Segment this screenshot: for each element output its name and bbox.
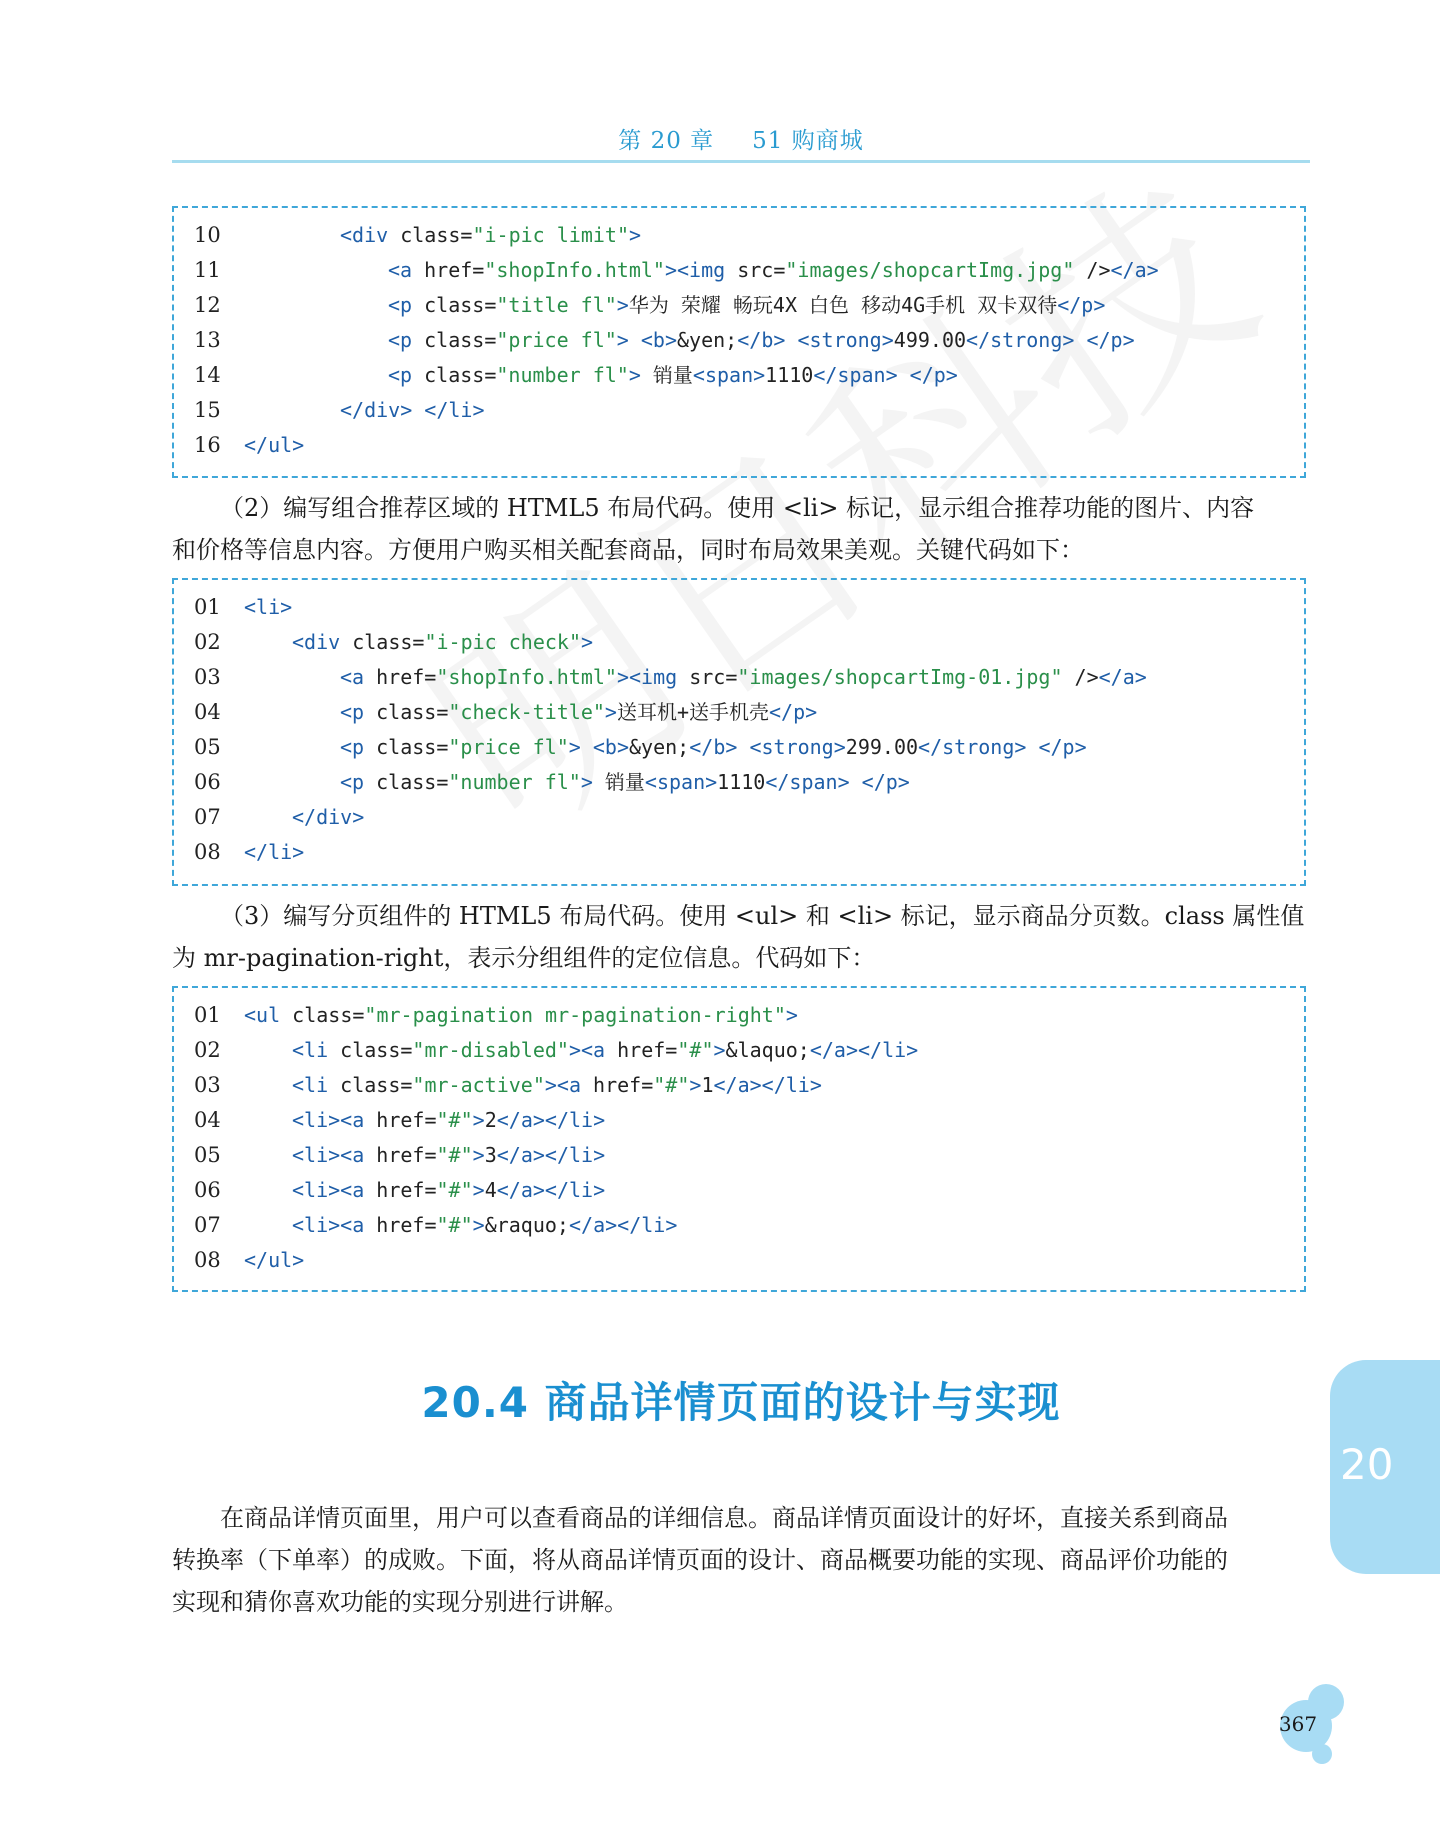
code-line [174,1069,1304,1101]
line-number: 04 [194,1108,221,1132]
code-text: <li><a href="#">2</a></li> [292,1108,606,1132]
code-text: <p class="number fl"> 销量<span>1110</span> </p> [340,770,910,794]
code-line [174,591,1304,623]
code-line [174,696,1304,728]
paragraph-line: （3）编写分页组件的 HTML5 布局代码。使用 <ul> 和 <li> 标记，显示商品分页数。class 属性值 [220,902,1305,930]
chapter-tab-number: 20 [1340,1440,1394,1489]
code-line [174,626,1304,658]
line-number: 01 [194,595,221,619]
code-text: <p class="price fl"> <b>&yen;</b> <strong>299.00</strong> </p> [340,735,1087,759]
code-text: <li> [244,595,293,619]
chapter-title: 51 购商城 [752,128,864,154]
line-number: 10 [194,223,221,247]
paragraph-line: 和价格等信息内容。方便用户购买相关配套商品，同时布局效果美观。关键代码如下： [172,536,1084,564]
page-number: 367 [1278,1712,1318,1736]
code-line [174,394,1304,426]
chapter-label: 第 20 章 [618,128,715,154]
line-number: 08 [194,1248,221,1272]
line-number: 03 [194,665,221,689]
code-block-1 [172,206,1306,478]
line-number: 06 [194,1178,221,1202]
code-block-2 [172,578,1306,886]
code-text: <div class="i-pic limit"> [340,223,642,247]
code-line [174,254,1304,286]
line-number: 05 [194,735,221,759]
line-number: 08 [194,840,221,864]
code-text: <li class="mr-disabled"><a href="#">&laquo;</a></li> [292,1038,919,1062]
code-line [174,1139,1304,1171]
paragraph-line: 在商品详情页面里，用户可以查看商品的详细信息。商品详情页面设计的好坏，直接关系到商品 [220,1504,1228,1532]
line-number: 01 [194,1003,221,1027]
code-text: <li><a href="#">4</a></li> [292,1178,606,1202]
code-text: <ul class="mr-pagination mr-pagination-right"> [244,1003,798,1027]
code-text: <li><a href="#">&raquo;</a></li> [292,1213,678,1237]
code-line [174,731,1304,763]
code-line [174,219,1304,251]
line-number: 03 [194,1073,221,1097]
code-line [174,766,1304,798]
code-text: </li> [244,840,305,864]
paragraph-3 [172,895,1310,979]
code-text: </ul> [244,433,305,457]
line-number: 07 [194,1213,221,1237]
code-text: <p class="check-title">送耳机+送手机壳</p> [340,700,818,724]
code-line [174,1174,1304,1206]
code-text: <p class="price fl"> <b>&yen;</b> <strong>499.00</strong> </p> [388,328,1135,352]
line-number: 16 [194,433,221,457]
decorative-bubble [1312,1744,1332,1764]
paragraph-line: 转换率（下单率）的成败。下面，将从商品详情页面的设计、商品概要功能的实现、商品评价功能的 [172,1546,1228,1574]
line-number: 12 [194,293,221,317]
code-line [174,359,1304,391]
section-title: 20.4 商品详情页面的设计与实现 [421,1378,1061,1427]
line-number: 14 [194,363,221,387]
line-number: 05 [194,1143,221,1167]
paragraph-line: （2）编写组合推荐区域的 HTML5 布局代码。使用 <li> 标记，显示组合推荐功能的图片、内容 [220,494,1255,522]
code-line [174,999,1304,1031]
code-text: <p class="number fl"> 销量<span>1110</span> </p> [388,363,958,387]
paragraph-line: 实现和猜你喜欢功能的实现分别进行讲解。 [172,1588,628,1616]
paragraph-2 [172,487,1310,571]
code-text: <a href="shopInfo.html"><img src="images/shopcartImg.jpg" /></a> [388,258,1159,282]
code-line [174,429,1304,461]
code-line [174,289,1304,321]
code-line [174,1104,1304,1136]
code-line [174,1244,1304,1276]
line-number: 04 [194,700,221,724]
code-line [174,661,1304,693]
code-line [174,1209,1304,1241]
code-text: <li class="mr-active"><a href="#">1</a></li> [292,1073,822,1097]
paragraph-4 [172,1497,1310,1623]
code-line [174,836,1304,868]
line-number: 07 [194,805,221,829]
code-block-3 [172,986,1306,1292]
code-text: <li><a href="#">3</a></li> [292,1143,606,1167]
code-text: <a href="shopInfo.html"><img src="images/shopcartImg-01.jpg" /></a> [340,665,1147,689]
code-text: <div class="i-pic check"> [292,630,594,654]
line-number: 02 [194,1038,221,1062]
code-line [174,324,1304,356]
paragraph-line: 为 mr-pagination-right，表示分组组件的定位信息。代码如下： [172,944,876,972]
code-text: </div> </li> [340,398,485,422]
line-number: 15 [194,398,221,422]
code-text: </div> [292,805,365,829]
header-rule [172,160,1310,163]
code-text: </ul> [244,1248,305,1272]
running-header [172,122,1310,155]
code-line [174,1034,1304,1066]
code-text: <p class="title fl">华为 荣耀 畅玩4X 白色 移动4G手机 双卡双待</p> [388,293,1106,317]
line-number: 13 [194,328,221,352]
line-number: 11 [194,258,221,282]
line-number: 02 [194,630,221,654]
line-number: 06 [194,770,221,794]
code-line [174,801,1304,833]
